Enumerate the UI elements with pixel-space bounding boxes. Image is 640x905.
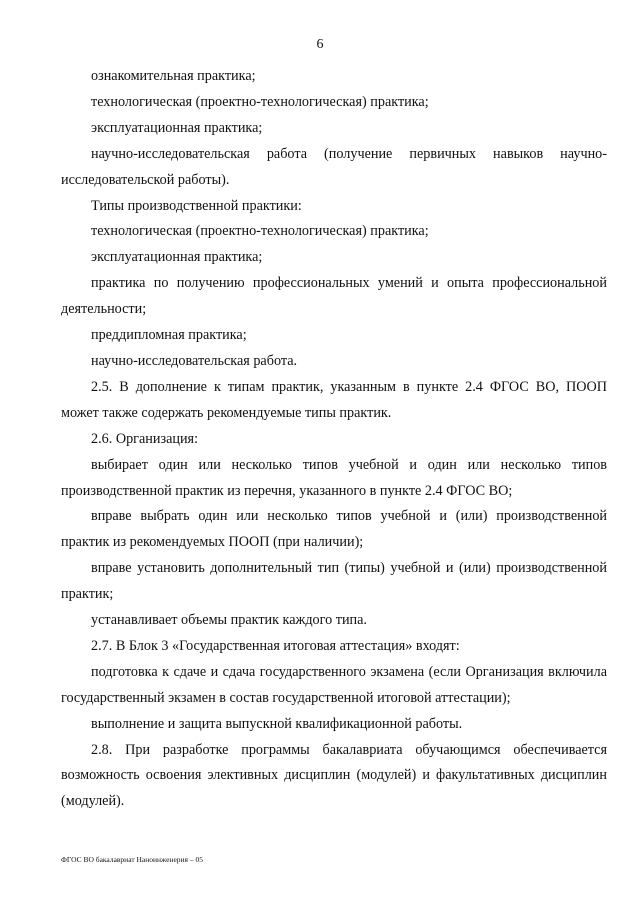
list-item-technological-practice-2: технологическая (проектно-технологическая) практика; bbox=[91, 223, 429, 240]
list-item-may-select-recommended: вправе выбрать один или несколько типов учебной и (или) производственной практик из рекомендуемых ПООП (при наличии); bbox=[61, 508, 607, 551]
list-item-operational-practice: эксплуатационная практика; bbox=[91, 119, 263, 136]
list-item-research-work-2: научно-исследовательская работа. bbox=[91, 352, 298, 369]
section-heading-production-practice-types: Типы производственной практики: bbox=[91, 197, 302, 214]
list-item-research-work: научно-исследовательская работа (получение первичных навыков научно-исследовательской работы). bbox=[61, 145, 607, 188]
clause-2-5: 2.5. В дополнение к типам практик, указанным в пункте 2.4 ФГОС ВО, ПООП может также содержать рекомендуемые типы практик. bbox=[61, 378, 607, 421]
list-item-state-exam: подготовка к сдаче и сдача государственного экзамена (если Организация включила государственный экзамен в состав государственной итоговой аттестации); bbox=[61, 663, 607, 706]
list-item-may-establish-additional: вправе установить дополнительный тип (типы) учебной и (или) производственной практик; bbox=[61, 560, 607, 603]
clause-2-8: 2.8. При разработке программы бакалавриата обучающимся обеспечивается возможность освоения элективных дисциплин (модулей) и факультативных дисциплин (модулей). bbox=[61, 741, 607, 810]
clause-2-7: 2.7. В Блок 3 «Государственная итоговая аттестация» входят: bbox=[91, 637, 460, 654]
list-item-operational-practice-2: эксплуатационная практика; bbox=[91, 249, 263, 266]
list-item-technological-practice: технологическая (проектно-технологическая) практика; bbox=[91, 93, 429, 110]
list-item-sets-volumes: устанавливает объемы практик каждого типа. bbox=[91, 612, 367, 629]
list-item-introductory-practice: ознакомительная практика; bbox=[91, 68, 256, 84]
document-body bbox=[61, 64, 607, 815]
list-item-professional-skills-practice: практика по получению профессиональных умений и опыта профессиональной деятельности; bbox=[61, 275, 607, 318]
page-footer: ФГОС ВО бакалавриат Наноинженерия – 05 bbox=[61, 855, 203, 864]
list-item-selects-types: выбирает один или несколько типов учебной и один или несколько типов производственной практик из перечня, указанного в пункте 2.4 ФГОС ВО; bbox=[61, 456, 607, 499]
list-item-pre-diploma-practice: преддипломная практика; bbox=[91, 327, 247, 344]
list-item-final-qualification-work: выполнение и защита выпускной квалификационной работы. bbox=[91, 715, 463, 732]
page-number: 6 bbox=[316, 37, 324, 52]
clause-2-6: 2.6. Организация: bbox=[91, 430, 199, 447]
